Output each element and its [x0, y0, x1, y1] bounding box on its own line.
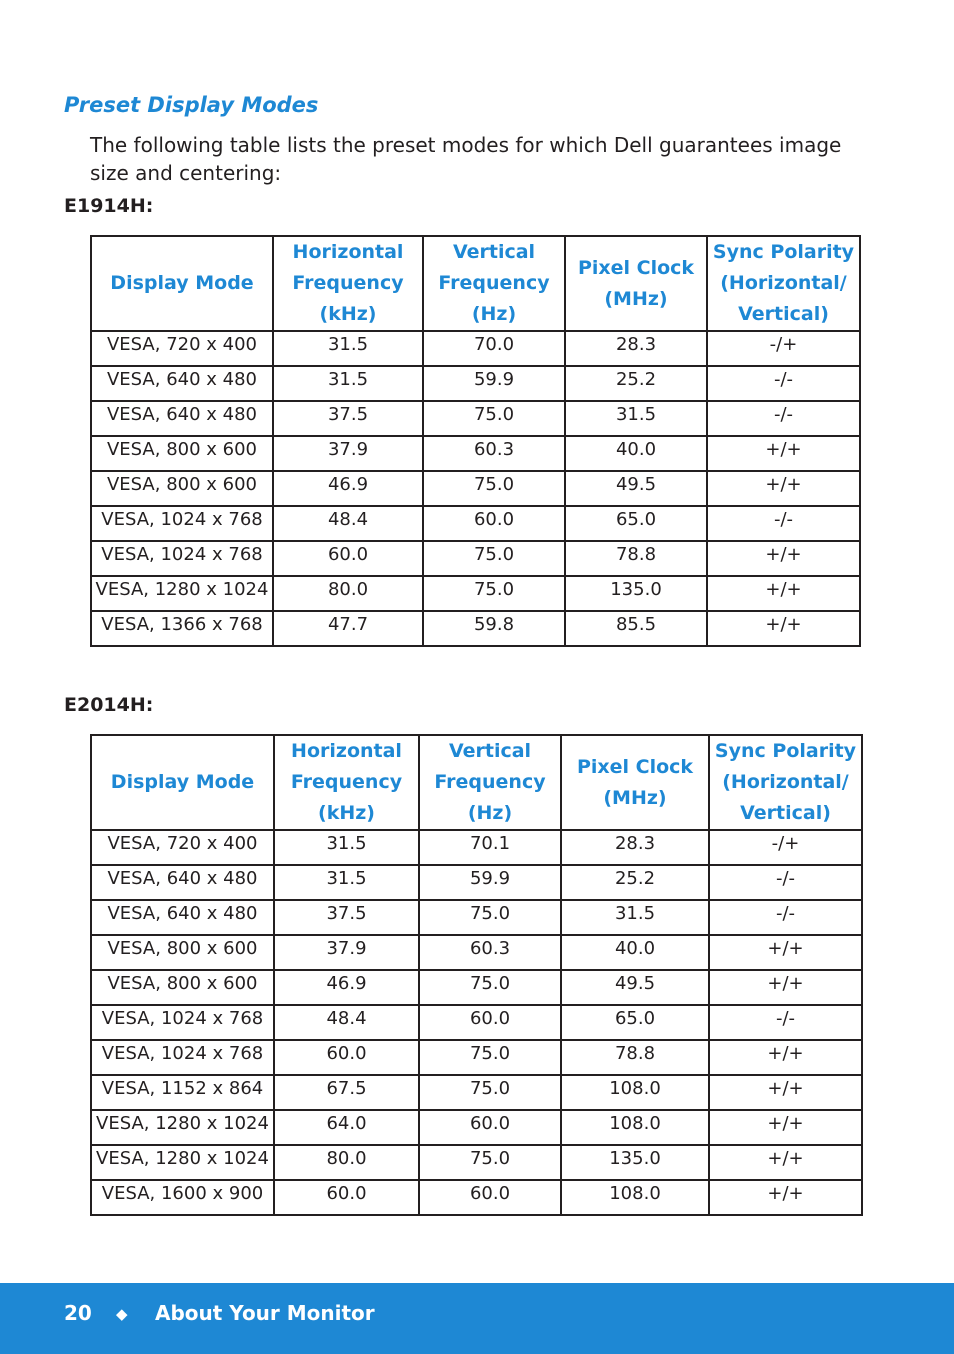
cell-display-mode: VESA, 800 x 600 — [91, 970, 274, 1005]
cell-sync-polarity: +/+ — [707, 611, 860, 646]
header-vertical-frequency — [419, 735, 561, 830]
cell-horizontal-frequency: 48.4 — [274, 1005, 419, 1040]
footer-section-title: About Your Monitor — [155, 1301, 375, 1325]
cell-display-mode: VESA, 1280 x 1024 — [91, 576, 273, 611]
cell-horizontal-frequency: 48.4 — [273, 506, 423, 541]
cell-pixel-clock: 49.5 — [565, 471, 707, 506]
cell-vertical-frequency: 59.9 — [423, 366, 565, 401]
table-row — [91, 1110, 862, 1145]
table-body — [91, 331, 860, 646]
table-row — [91, 331, 860, 366]
header-line: Horizontal — [292, 241, 404, 263]
cell-pixel-clock: 78.8 — [561, 1040, 709, 1075]
header-pixel-clock — [565, 236, 707, 331]
cell-horizontal-frequency: 46.9 — [273, 471, 423, 506]
cell-sync-polarity: -/- — [707, 506, 860, 541]
header-display-mode — [91, 236, 273, 331]
cell-sync-polarity: -/- — [709, 865, 862, 900]
header-line: Vertical — [452, 241, 536, 263]
cell-pixel-clock: 85.5 — [565, 611, 707, 646]
table-row — [91, 1180, 862, 1215]
cell-pixel-clock: 135.0 — [565, 576, 707, 611]
cell-horizontal-frequency: 31.5 — [274, 865, 419, 900]
cell-display-mode: VESA, 640 x 480 — [91, 865, 274, 900]
cell-display-mode: VESA, 800 x 600 — [91, 436, 273, 471]
cell-sync-polarity: -/- — [709, 900, 862, 935]
header-sync-polarity — [707, 236, 860, 331]
header-line: Sync Polarity — [714, 740, 857, 762]
intro-paragraph: The following table lists the preset modes for which Dell guarantees image size and centering: — [90, 133, 842, 185]
cell-vertical-frequency: 75.0 — [423, 541, 565, 576]
cell-sync-polarity: +/+ — [707, 541, 860, 576]
cell-horizontal-frequency: 47.7 — [273, 611, 423, 646]
cell-display-mode: VESA, 800 x 600 — [91, 471, 273, 506]
table-row — [91, 576, 860, 611]
cell-display-mode: VESA, 640 x 480 — [91, 401, 273, 436]
cell-vertical-frequency: 75.0 — [423, 401, 565, 436]
cell-horizontal-frequency: 37.5 — [273, 401, 423, 436]
cell-pixel-clock: 108.0 — [561, 1075, 709, 1110]
table-row — [91, 1040, 862, 1075]
header-line: Frequency — [434, 771, 546, 793]
header-line: Frequency — [438, 272, 550, 294]
cell-pixel-clock: 40.0 — [561, 935, 709, 970]
header-line: Frequency — [292, 272, 404, 294]
cell-sync-polarity: +/+ — [709, 1110, 862, 1145]
table-row — [91, 900, 862, 935]
cell-horizontal-frequency: 37.9 — [274, 935, 419, 970]
cell-sync-polarity: +/+ — [707, 576, 860, 611]
cell-sync-polarity: +/+ — [709, 935, 862, 970]
cell-sync-polarity: +/+ — [707, 436, 860, 471]
preset-modes-table-e1914h — [90, 235, 861, 647]
header-line: (kHz) — [319, 303, 377, 325]
cell-display-mode: VESA, 1024 x 768 — [91, 541, 273, 576]
cell-vertical-frequency: 75.0 — [419, 1145, 561, 1180]
cell-pixel-clock: 28.3 — [565, 331, 707, 366]
cell-horizontal-frequency: 67.5 — [274, 1075, 419, 1110]
model-label-e2014h: E2014H: — [64, 694, 154, 716]
cell-horizontal-frequency: 31.5 — [273, 366, 423, 401]
cell-display-mode: VESA, 720 x 400 — [91, 331, 273, 366]
table-row — [91, 1145, 862, 1180]
table-header-row — [91, 236, 860, 331]
table-row — [91, 401, 860, 436]
cell-vertical-frequency: 60.0 — [423, 506, 565, 541]
cell-pixel-clock: 40.0 — [565, 436, 707, 471]
table-row — [91, 471, 860, 506]
cell-sync-polarity: -/+ — [707, 331, 860, 366]
header-display-mode-label: Display Mode — [110, 771, 255, 793]
cell-display-mode: VESA, 1366 x 768 — [91, 611, 273, 646]
cell-display-mode: VESA, 1280 x 1024 — [91, 1145, 274, 1180]
cell-pixel-clock: 25.2 — [561, 865, 709, 900]
header-line: Sync Polarity — [712, 241, 855, 263]
header-line: (MHz) — [604, 287, 668, 310]
header-line: (Hz) — [471, 303, 517, 325]
cell-vertical-frequency: 60.0 — [419, 1180, 561, 1215]
table-row — [91, 865, 862, 900]
cell-sync-polarity: +/+ — [709, 970, 862, 1005]
cell-vertical-frequency: 75.0 — [419, 1040, 561, 1075]
cell-display-mode: VESA, 640 x 480 — [91, 366, 273, 401]
table-header-row — [91, 735, 862, 830]
cell-horizontal-frequency: 60.0 — [274, 1180, 419, 1215]
header-horizontal-frequency — [273, 236, 423, 331]
cell-vertical-frequency: 60.0 — [419, 1005, 561, 1040]
cell-display-mode: VESA, 1024 x 768 — [91, 1005, 274, 1040]
cell-pixel-clock: 135.0 — [561, 1145, 709, 1180]
cell-vertical-frequency: 75.0 — [419, 970, 561, 1005]
cell-horizontal-frequency: 80.0 — [273, 576, 423, 611]
table-row — [91, 830, 862, 865]
table-row — [91, 1005, 862, 1040]
cell-sync-polarity: -/- — [707, 366, 860, 401]
header-pixel-clock — [561, 735, 709, 830]
header-line: Frequency — [290, 771, 403, 793]
table-row — [91, 1075, 862, 1110]
cell-display-mode: VESA, 1280 x 1024 — [91, 1110, 274, 1145]
table-row — [91, 436, 860, 471]
header-line: (Hz) — [467, 802, 513, 824]
header-line: Vertical) — [740, 802, 831, 824]
cell-vertical-frequency: 60.3 — [423, 436, 565, 471]
cell-sync-polarity: -/+ — [709, 830, 862, 865]
header-horizontal-frequency — [274, 735, 419, 830]
header-line: Horizontal — [291, 740, 402, 762]
table-body — [91, 830, 862, 1215]
header-line: (Horizontal/ — [722, 771, 849, 793]
header-line: (Horizontal/ — [720, 272, 847, 294]
cell-horizontal-frequency: 31.5 — [273, 331, 423, 366]
cell-pixel-clock: 78.8 — [565, 541, 707, 576]
cell-pixel-clock: 108.0 — [561, 1180, 709, 1215]
cell-display-mode: VESA, 1024 x 768 — [91, 1040, 274, 1075]
cell-display-mode: VESA, 720 x 400 — [91, 830, 274, 865]
cell-display-mode: VESA, 800 x 600 — [91, 935, 274, 970]
cell-vertical-frequency: 75.0 — [419, 1075, 561, 1110]
header-line: Vertical — [448, 740, 532, 762]
cell-vertical-frequency: 75.0 — [423, 576, 565, 611]
cell-vertical-frequency: 75.0 — [423, 471, 565, 506]
header-line: (kHz) — [318, 802, 375, 824]
cell-sync-polarity: +/+ — [709, 1075, 862, 1110]
cell-pixel-clock: 65.0 — [561, 1005, 709, 1040]
cell-pixel-clock: 49.5 — [561, 970, 709, 1005]
header-line: Pixel Clock — [576, 755, 694, 778]
table-row — [91, 366, 860, 401]
cell-display-mode: VESA, 1152 x 864 — [91, 1075, 274, 1110]
header-vertical-frequency — [423, 236, 565, 331]
cell-display-mode: VESA, 1600 x 900 — [91, 1180, 274, 1215]
cell-horizontal-frequency: 31.5 — [274, 830, 419, 865]
cell-vertical-frequency: 60.0 — [419, 1110, 561, 1145]
model-label-e1914h: E1914H: — [64, 195, 154, 217]
cell-vertical-frequency: 59.8 — [423, 611, 565, 646]
preset-modes-table-e2014h — [90, 734, 863, 1216]
cell-horizontal-frequency: 37.9 — [273, 436, 423, 471]
header-line: Vertical) — [738, 303, 829, 325]
cell-horizontal-frequency: 60.0 — [273, 541, 423, 576]
cell-pixel-clock: 31.5 — [561, 900, 709, 935]
table-row — [91, 970, 862, 1005]
header-display-mode — [91, 735, 274, 830]
diamond-icon: ◆ — [116, 1305, 128, 1323]
cell-vertical-frequency: 75.0 — [419, 900, 561, 935]
cell-horizontal-frequency: 80.0 — [274, 1145, 419, 1180]
cell-horizontal-frequency: 37.5 — [274, 900, 419, 935]
cell-sync-polarity: +/+ — [709, 1040, 862, 1075]
cell-sync-polarity: -/- — [709, 1005, 862, 1040]
cell-horizontal-frequency: 64.0 — [274, 1110, 419, 1145]
cell-display-mode: VESA, 1024 x 768 — [91, 506, 273, 541]
cell-vertical-frequency: 60.3 — [419, 935, 561, 970]
cell-horizontal-frequency: 60.0 — [274, 1040, 419, 1075]
header-sync-polarity — [709, 735, 862, 830]
header-line: (MHz) — [603, 786, 667, 809]
table-row — [91, 541, 860, 576]
cell-sync-polarity: +/+ — [707, 471, 860, 506]
cell-pixel-clock: 108.0 — [561, 1110, 709, 1145]
cell-vertical-frequency: 59.9 — [419, 865, 561, 900]
cell-pixel-clock: 25.2 — [565, 366, 707, 401]
cell-pixel-clock: 28.3 — [561, 830, 709, 865]
cell-sync-polarity: +/+ — [709, 1180, 862, 1215]
cell-vertical-frequency: 70.1 — [419, 830, 561, 865]
table-row — [91, 935, 862, 970]
page-footer — [0, 1283, 954, 1354]
cell-sync-polarity: +/+ — [709, 1145, 862, 1180]
cell-vertical-frequency: 70.0 — [423, 331, 565, 366]
section-title: Preset Display Modes — [64, 93, 319, 117]
header-display-mode-label: Display Mode — [110, 272, 254, 294]
cell-sync-polarity: -/- — [707, 401, 860, 436]
table-row — [91, 611, 860, 646]
header-line: Pixel Clock — [577, 256, 695, 279]
cell-pixel-clock: 31.5 — [565, 401, 707, 436]
cell-pixel-clock: 65.0 — [565, 506, 707, 541]
cell-horizontal-frequency: 46.9 — [274, 970, 419, 1005]
cell-display-mode: VESA, 640 x 480 — [91, 900, 274, 935]
page-number: 20 — [64, 1301, 92, 1325]
table-row — [91, 506, 860, 541]
